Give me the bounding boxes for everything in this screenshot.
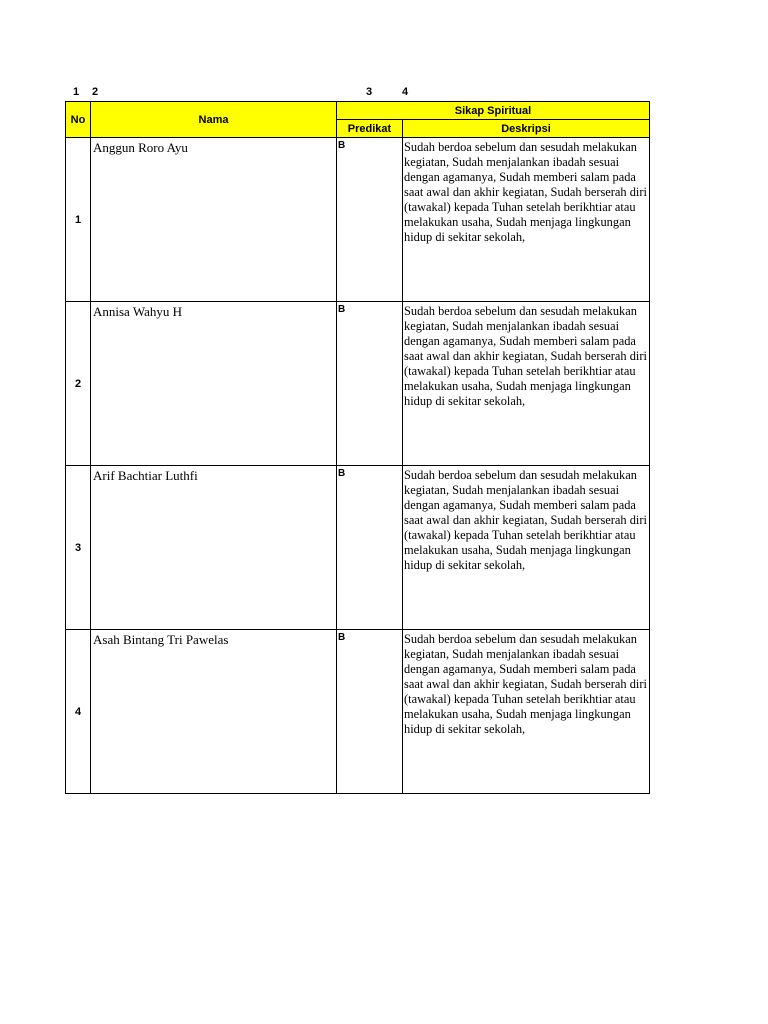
column-number-2: 2 bbox=[92, 86, 99, 98]
table-row bbox=[66, 466, 650, 630]
row-number: 2 bbox=[66, 302, 91, 466]
table-row bbox=[66, 302, 650, 466]
column-number-4: 4 bbox=[402, 86, 409, 98]
student-name: Anggun Roro Ayu bbox=[91, 138, 337, 302]
table-row bbox=[66, 630, 650, 794]
header-deskripsi: Deskripsi bbox=[403, 120, 650, 138]
predikat-value: B bbox=[337, 138, 403, 302]
row-number: 4 bbox=[66, 630, 91, 794]
deskripsi-text: Sudah berdoa sebelum dan sesudah melakukan kegiatan, Sudah menjalankan ibadah sesuai dengan agamanya, Sudah memberi salam pada saat awal dan akhir kegiatan, Sudah berserah diri (tawakal) kepada Tuhan setelah berikhtiar atau melakukan usaha, Sudah menjaga lingkungan hidup di sekitar sekolah, bbox=[403, 466, 650, 630]
deskripsi-text: Sudah berdoa sebelum dan sesudah melakukan kegiatan, Sudah menjalankan ibadah sesuai dengan agamanya, Sudah memberi salam pada saat awal dan akhir kegiatan, Sudah berserah diri (tawakal) kepada Tuhan setelah berikhtiar atau melakukan usaha, Sudah menjaga lingkungan hidup di sekitar sekolah, bbox=[403, 302, 650, 466]
header-no: No bbox=[66, 102, 91, 138]
header-row-top bbox=[66, 102, 650, 120]
header-predikat: Predikat bbox=[337, 120, 403, 138]
column-number-3: 3 bbox=[366, 86, 373, 98]
row-number: 3 bbox=[66, 466, 91, 630]
student-name: Arif Bachtiar Luthfi bbox=[91, 466, 337, 630]
column-number-1: 1 bbox=[73, 86, 80, 98]
header-sikap-spiritual: Sikap Spiritual bbox=[337, 102, 650, 120]
table-row bbox=[66, 138, 650, 302]
deskripsi-text: Sudah berdoa sebelum dan sesudah melakukan kegiatan, Sudah menjalankan ibadah sesuai dengan agamanya, Sudah memberi salam pada saat awal dan akhir kegiatan, Sudah berserah diri (tawakal) kepada Tuhan setelah berikhtiar atau melakukan usaha, Sudah menjaga lingkungan hidup di sekitar sekolah, bbox=[403, 138, 650, 302]
predikat-value: B bbox=[337, 630, 403, 794]
student-name: Asah Bintang Tri Pawelas bbox=[91, 630, 337, 794]
row-number: 1 bbox=[66, 138, 91, 302]
deskripsi-text: Sudah berdoa sebelum dan sesudah melakukan kegiatan, Sudah menjalankan ibadah sesuai dengan agamanya, Sudah memberi salam pada saat awal dan akhir kegiatan, Sudah berserah diri (tawakal) kepada Tuhan setelah berikhtiar atau melakukan usaha, Sudah menjaga lingkungan hidup di sekitar sekolah, bbox=[403, 630, 650, 794]
predikat-value: B bbox=[337, 466, 403, 630]
header-nama: Nama bbox=[91, 102, 337, 138]
spiritual-attitude-table bbox=[65, 101, 650, 794]
student-name: Annisa Wahyu H bbox=[91, 302, 337, 466]
predikat-value: B bbox=[337, 302, 403, 466]
